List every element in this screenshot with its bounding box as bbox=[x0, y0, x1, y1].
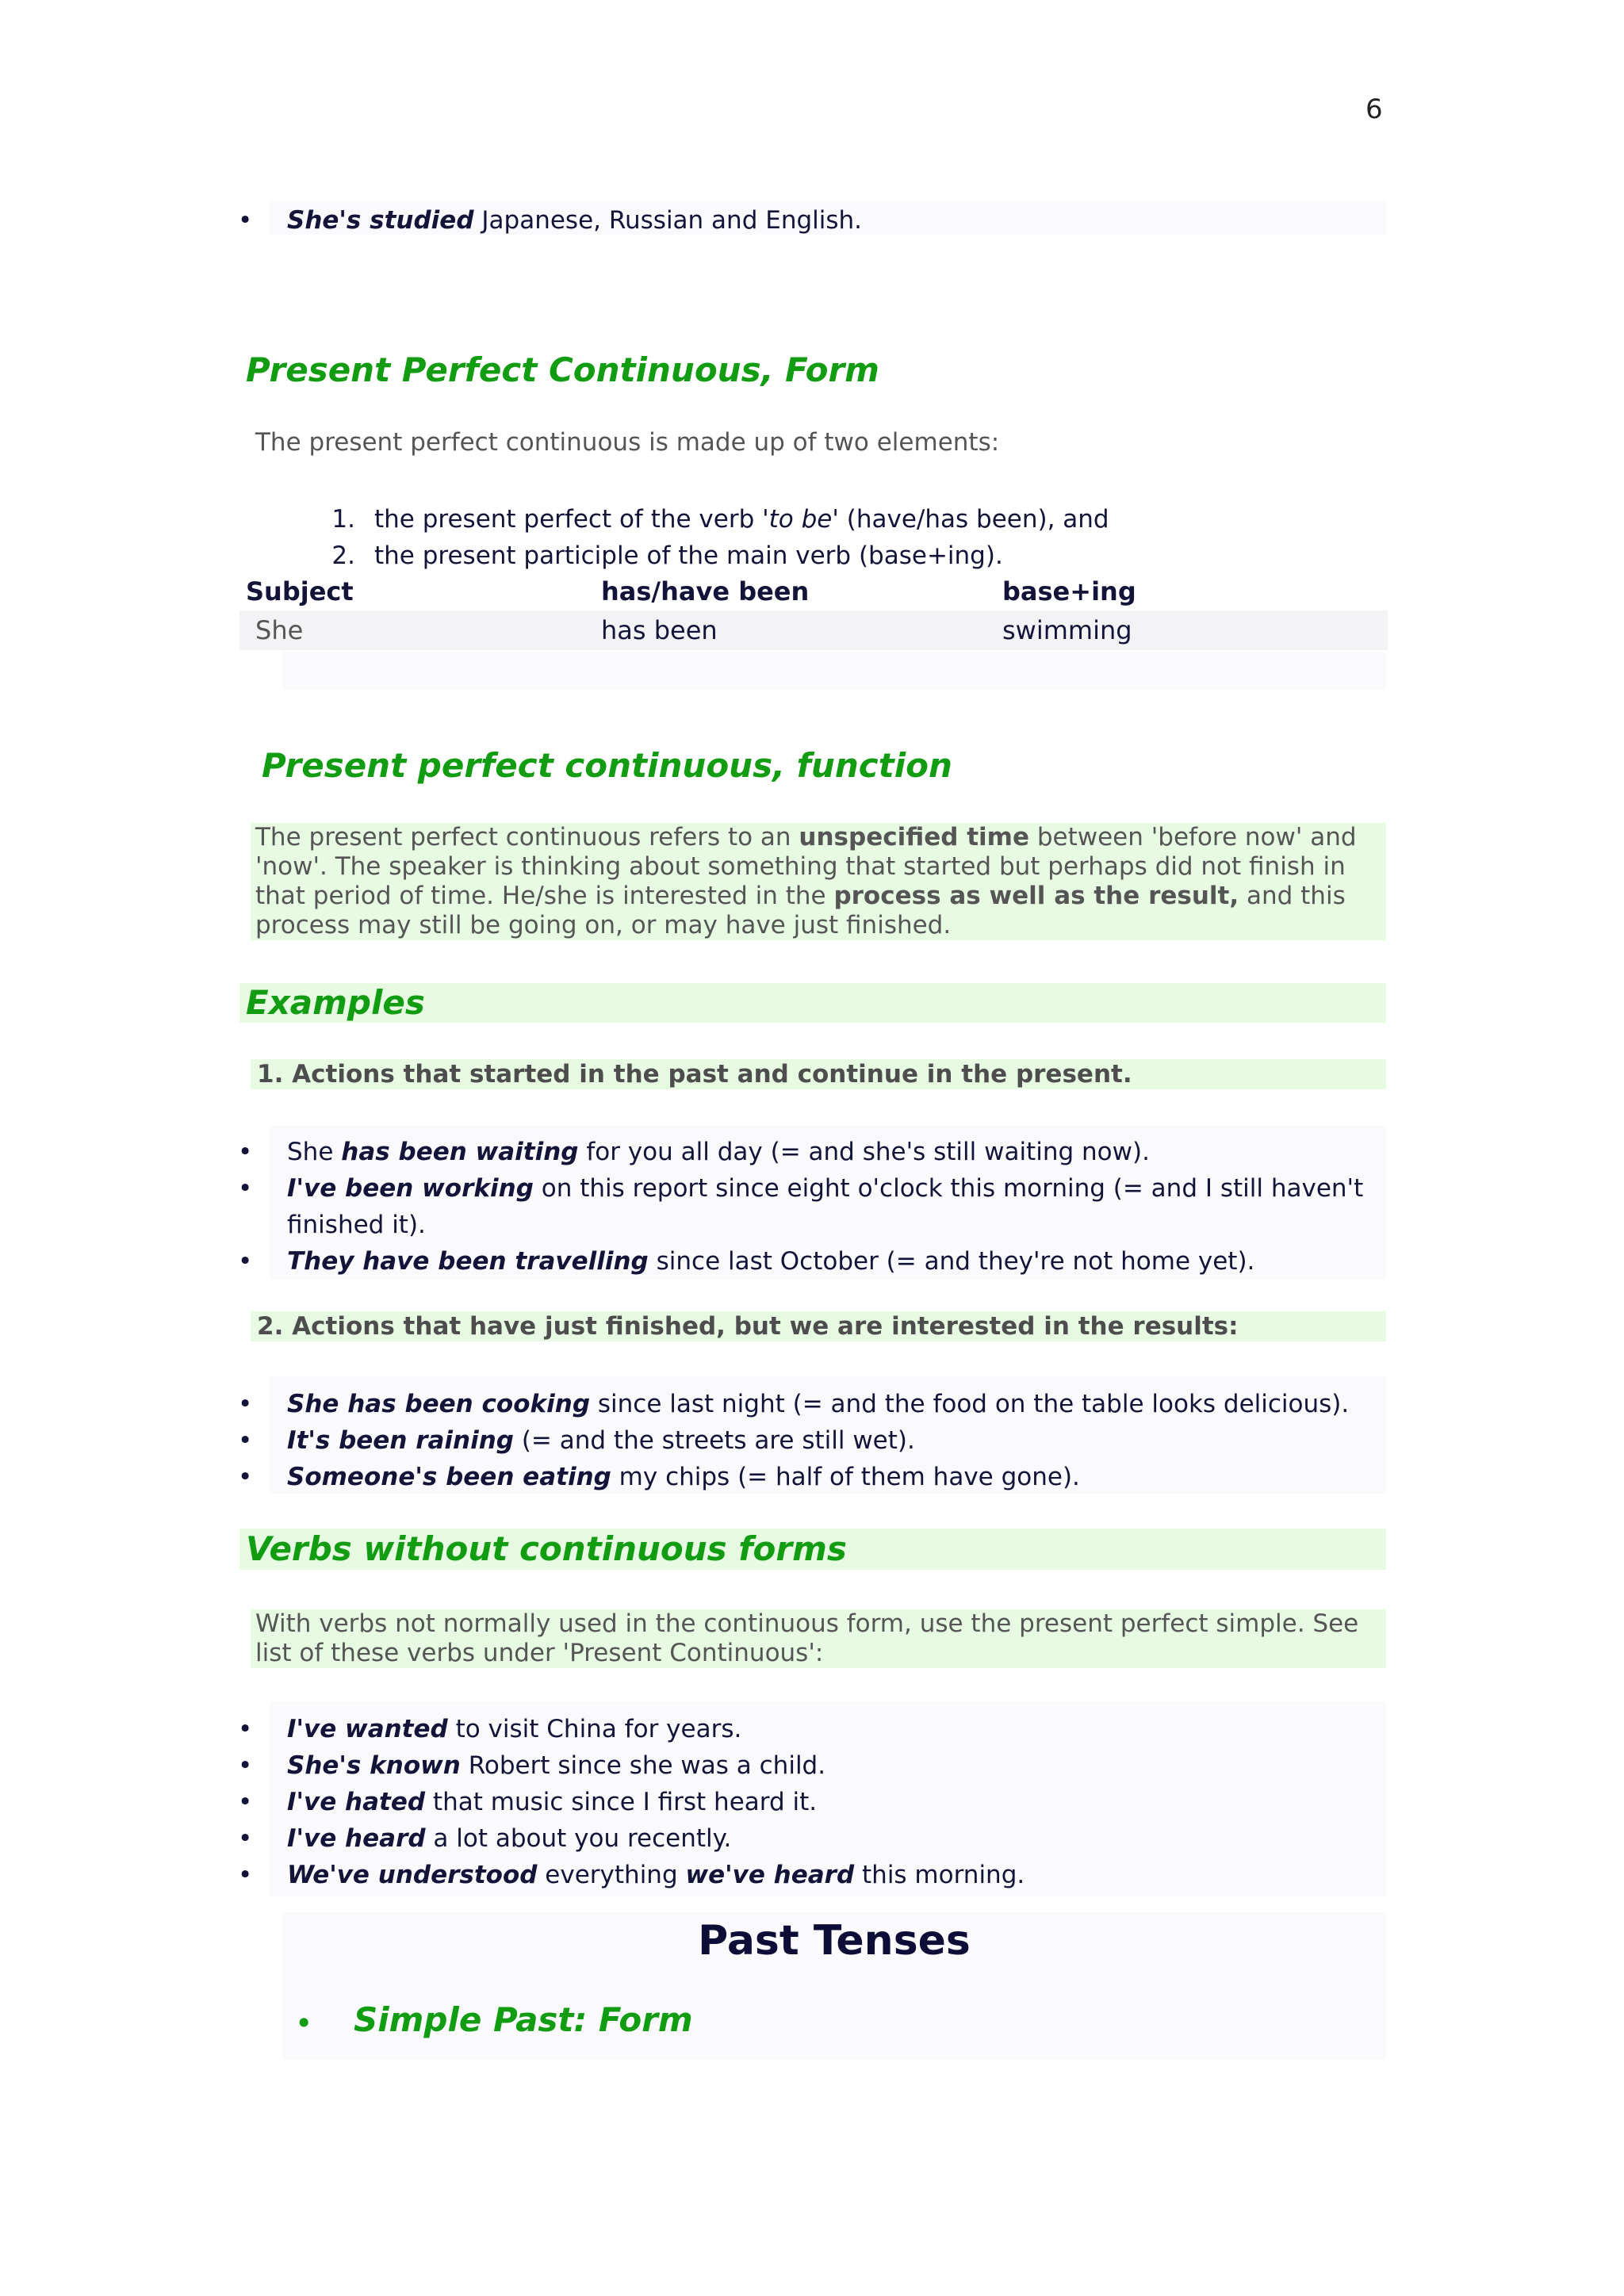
table-cell: has been bbox=[601, 615, 718, 645]
bullet-icon: • bbox=[238, 1247, 253, 1276]
bullet-icon: • bbox=[238, 1715, 253, 1743]
emphasis-text: I've hated bbox=[287, 1788, 426, 1816]
examples-group1-title: 1. Actions that started in the past and continue in the present. bbox=[257, 1060, 1132, 1089]
table-row bbox=[239, 610, 1388, 650]
item-text: since last night (= and the food on the table looks delicious). bbox=[590, 1390, 1350, 1418]
item-text: to visit China for years. bbox=[447, 1715, 742, 1743]
bullet-icon: • bbox=[238, 1463, 253, 1491]
item-text: since last October (= and they're not home yet). bbox=[648, 1247, 1255, 1276]
bullet-icon: • bbox=[238, 1751, 253, 1780]
item-text: for you all day (= and she's still waiting now). bbox=[578, 1138, 1150, 1166]
bullet-icon: • bbox=[295, 2006, 313, 2041]
section-heading-examples: Examples bbox=[246, 983, 425, 1022]
emphasis-text: They have been travelling bbox=[287, 1247, 649, 1276]
paragraph-text: and this process may still be going on, or may have just finished. bbox=[255, 882, 1346, 939]
emphasis-text: unspecified time bbox=[799, 823, 1029, 851]
emphasis-text: I've heard bbox=[287, 1824, 426, 1853]
emphasis-text: We've understood bbox=[287, 1861, 538, 1889]
emphasis-text: She's studied bbox=[287, 206, 474, 235]
page-number: 6 bbox=[1365, 94, 1383, 125]
item-text: the present perfect of the verb bbox=[374, 505, 763, 534]
emphasis-text: Someone's been eating bbox=[287, 1463, 611, 1491]
form-intro: The present perfect continuous is made up of two elements: bbox=[255, 428, 1000, 457]
table-header: has/have been bbox=[601, 576, 810, 607]
item-number: 2. bbox=[331, 541, 355, 570]
item-number: 1. bbox=[331, 505, 355, 534]
item-text: that music since I first heard it. bbox=[425, 1788, 818, 1816]
item-text: this morning. bbox=[854, 1861, 1025, 1889]
paragraph-text: between 'before now' and 'now'. The speaker is thinking about something that started but perhaps did not finish in that period of time. He/she is interested in the bbox=[255, 823, 1357, 910]
verbs-intro: With verbs not normally used in the continuous form, use the present perfect simple. See list of these verbs under 'Present Continuous': bbox=[251, 1609, 1386, 1668]
bullet-icon: • bbox=[238, 1390, 253, 1418]
item-text: She bbox=[287, 1138, 342, 1166]
item-text: finished it). bbox=[287, 1211, 426, 1239]
item-text: the present participle of the main verb (base+ing). bbox=[374, 541, 1003, 570]
bullet-icon: • bbox=[238, 1824, 253, 1853]
emphasis-text: has been waiting bbox=[341, 1138, 579, 1166]
emphasis-text: She has been cooking bbox=[287, 1390, 591, 1418]
bullet-icon: • bbox=[238, 1788, 253, 1816]
emphasis-text: we've heard bbox=[685, 1861, 855, 1889]
emphasis-text: process as well as the result, bbox=[833, 882, 1239, 910]
item-text: a lot about you recently. bbox=[425, 1824, 732, 1853]
table-cell: swimming bbox=[1002, 615, 1132, 645]
section-heading-form: Present Perfect Continuous, Form bbox=[246, 350, 879, 389]
emphasis-text: It's been raining bbox=[287, 1426, 514, 1455]
item-text: (have/has been), and bbox=[838, 505, 1109, 534]
item-text: my chips (= half of them have gone). bbox=[611, 1463, 1080, 1491]
section-heading-verbs: Verbs without continuous forms bbox=[246, 1529, 847, 1568]
bullet-icon: • bbox=[238, 1138, 253, 1166]
function-paragraph bbox=[251, 823, 1386, 940]
item-text: (= and the streets are still wet). bbox=[513, 1426, 915, 1455]
paragraph-text: The present perfect continuous refers to an bbox=[255, 823, 799, 851]
chapter-title: Past Tenses bbox=[698, 1917, 971, 1965]
bullet-icon: • bbox=[238, 1426, 253, 1455]
item-text: Robert since she was a child. bbox=[460, 1751, 826, 1780]
item-text: on this report since eight o'clock this morning (= and I still haven't bbox=[533, 1174, 1364, 1203]
emphasis-text: She's known bbox=[287, 1751, 461, 1780]
table-header: Subject bbox=[246, 576, 354, 607]
bullet-icon: • bbox=[238, 1861, 253, 1889]
table-header-row bbox=[239, 572, 1388, 610]
table-cell: She bbox=[255, 615, 304, 645]
bullet-icon: • bbox=[238, 1174, 253, 1203]
item-text: everything bbox=[537, 1861, 686, 1889]
faint-band bbox=[282, 652, 1386, 690]
section-heading-simple-past: Simple Past: Form bbox=[354, 2000, 693, 2039]
examples-group2-title: 2. Actions that have just finished, but we are interested in the results: bbox=[257, 1312, 1239, 1341]
section-heading-function: Present perfect continuous, function bbox=[262, 746, 952, 785]
item-text: Japanese, Russian and English. bbox=[473, 206, 863, 235]
emphasis-text: 'to be' bbox=[762, 505, 839, 534]
emphasis-text: I've been working bbox=[287, 1174, 534, 1203]
table-header: base+ing bbox=[1002, 576, 1136, 607]
bullet-icon: • bbox=[238, 206, 253, 235]
emphasis-text: I've wanted bbox=[287, 1715, 448, 1743]
form-table bbox=[239, 572, 1388, 650]
